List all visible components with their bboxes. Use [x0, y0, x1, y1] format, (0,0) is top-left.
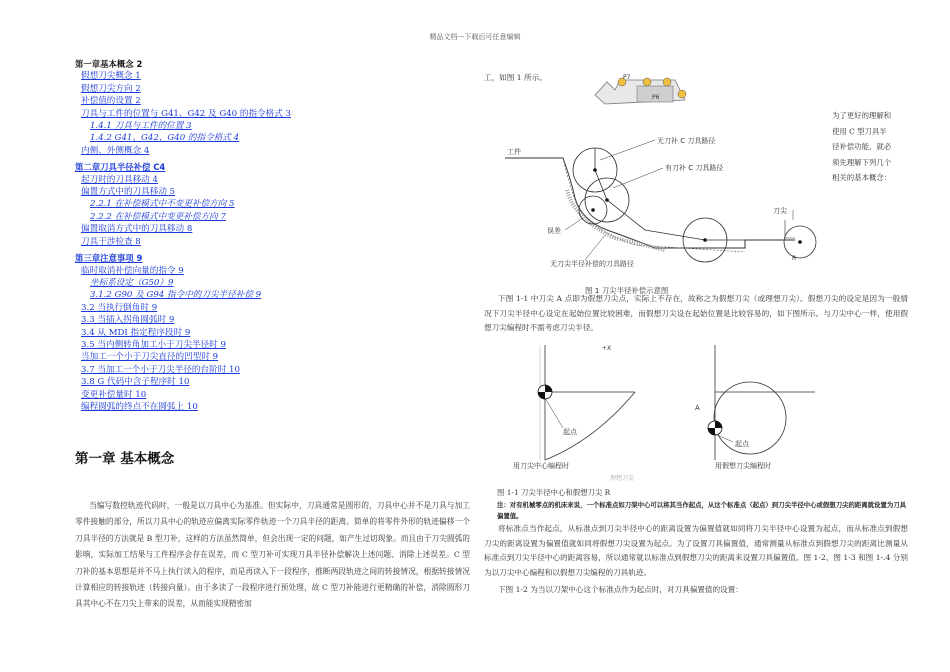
- figure-tool-radius-compensation: [495, 70, 830, 285]
- toc-entry[interactable]: 第一章基本概念 2: [75, 59, 143, 69]
- toc-entry[interactable]: 刀具与工件的位置与 G41、G42 及 G40 的指令格式 3: [81, 108, 292, 119]
- toc-entry[interactable]: 3.2 当执行倒角时 9: [81, 302, 158, 313]
- right-paragraph-2: 将标准点当作起点，从标准点到刀尖半径中心的距离设置为偏置值就如同将刀尖半径中心设置为起点，而从标准点到假想刀尖的距离设置为偏置值就如同将假想刀尖设置为起点。为了设置刀具偏置值，通常测量从标准点到假想刀尖的距离比测量从标准点到刀尖半径中心的距离容易，所以通常就以标准点到假想刀尖的距离来设置刀具偏置值。图 1-2、图 1-3 和图 1-.4 分别为以刀尖中心编程和以假想刀尖编程的刀具轨迹。: [484, 524, 908, 577]
- figure-1-caption: 图 1 刀尖半径补偿示意图: [585, 286, 669, 295]
- right-intro-text: 工，如图 1 所示。: [484, 73, 547, 82]
- toc-entry[interactable]: 偏置取消方式中的刀具移动 8: [81, 224, 193, 235]
- label-with-comp-path: 有刀补 C 刀具路径: [665, 164, 724, 172]
- toc-entry[interactable]: 内侧、外侧概念 4: [81, 145, 150, 156]
- toc-entry[interactable]: 假想刀尖方向 2: [81, 83, 141, 94]
- toc-entry[interactable]: 3.1.2 G90 及 G94 指令中的刀尖半径补偿 9: [90, 290, 262, 301]
- toc-entry[interactable]: 起刀时的刀具移动 4: [81, 174, 158, 185]
- label-tip-no-comp: 无刀尖半径补偿的刀具路径: [550, 260, 634, 268]
- figure-1-1-imaginary-tool-tip: [495, 340, 825, 485]
- caption-right: 用假想刀尖编程时: [715, 462, 771, 470]
- mark-x: +X: [602, 345, 612, 352]
- right-paragraph-3: 下图 1-2 为当以刀架中心这个标准点作为起点时，对刀具偏置值的设置：: [498, 585, 743, 594]
- caption-left: 用刀尖中心编程时: [513, 462, 569, 470]
- toc-entry[interactable]: 2.2.1 在补偿模式中不变更补偿方向 5: [90, 199, 235, 210]
- label-error: 误差: [547, 227, 561, 235]
- toc-entry[interactable]: 临时取消补偿向量的指令 9: [81, 265, 184, 276]
- table-of-contents: [75, 54, 415, 413]
- toc-entry[interactable]: 第三章注意事项 9: [75, 253, 143, 264]
- toc-entry[interactable]: 3.4 从 MDI 指定程序段时 9: [81, 327, 191, 338]
- toc-entry[interactable]: 3.5 当内侧转角加工小于刀尖半径时 9: [81, 339, 226, 350]
- faint-label: 理想刀尖: [610, 475, 635, 482]
- label-tool: 刀尖: [773, 207, 787, 215]
- toc-entry[interactable]: 坐标系设定（G50）9: [90, 277, 174, 288]
- label-workpiece: 工件: [507, 148, 521, 156]
- toc-entry[interactable]: 3.3 当插入拐角圆弧时 9: [81, 315, 175, 326]
- toc-entry[interactable]: 编程圆弧的终点不在圆弧上 10: [81, 401, 198, 412]
- body-paragraph-left: 当编写数控轨迹代码时，一般是以刀具中心为基准。但实际中，刀具通常是圆形的，刀具中心并不是刀具与加工零件接触的部分，所以刀具中心的轨迹应偏离实际零件轨迹一个刀具半径的距离。简单的将零件外形的轨迹偏移一个刀具半径的方法就是 B 型刀补，这样的方法虽然简单，但会出现一定的问题，如产生过切现象。而且由于刀尖圆弧的影响，实际加工结果与工件程序会存在误差，而 C 型刀补可实现刀具半径补偿解决上述问题、消除上述误差。C 型刀补的基本思想是并不马上执行读入的程序，而是再读入下一段程序，推断两段轨迹之间的转接情况，根据转接情况计算相应的转接轨迹（转接向量）。由于多读了一段程序进行预处理，故 C 型刀补能进行更精确的补偿，消除圆形刀具其中心不在刀尖上带来的误差，从而能实现精密加: [75, 501, 470, 609]
- toc-entry[interactable]: 3.8 G 代码中含子程序时 10: [81, 377, 190, 388]
- toc-entry[interactable]: 1.4.1 刀具与工件的位置 3: [90, 121, 192, 132]
- label-p7: P7: [623, 74, 631, 81]
- toc-entry[interactable]: 第二章刀具半径补偿 C4: [75, 162, 166, 173]
- toc-entry[interactable]: 1.4.2 G41、G42、G40 的指令格式 4: [90, 133, 240, 144]
- label-start-right: 起点: [735, 440, 749, 448]
- toc-entry[interactable]: 刀具干涉检查 8: [81, 236, 141, 247]
- toc-entry[interactable]: 假想刀尖概念 1: [81, 71, 141, 82]
- chapter-title: 第一章 基本概念: [75, 451, 175, 467]
- label-p6: P6: [652, 94, 660, 101]
- side-note: 为了更好的理解和使用 C 型刀具半径补偿功能，就必须先理解下列几个相关的基本概念：: [832, 111, 892, 183]
- right-paragraph-1: 下图 1-1 中刀尖 A 点即为假想刀尖点，实际上不存在，故称之为假想刀尖（或理想刀尖）。假想刀尖的设定是因为一般情况下刀尖半径中心设定在起始位置比较困难，而假想刀尖设在起始位置是比较容易的，如下图所示。与刀尖中心一样，使用假想刀尖编程时不需考虑刀尖半径。: [484, 294, 908, 333]
- label-start-left: 起点: [563, 428, 577, 436]
- figure-1-1-caption: 图 1-1 刀尖半径中心和假想刀尖 R: [497, 488, 611, 497]
- toc-entry[interactable]: 偏置方式中的刀具移动 5: [81, 187, 176, 198]
- label-r: R: [792, 255, 797, 262]
- label-a: A: [695, 404, 700, 412]
- toc-entry[interactable]: 当加工一个小于刀尖直径的凹型时 9: [81, 352, 219, 363]
- toc-entry[interactable]: 补偿值的设置 2: [81, 96, 141, 107]
- label-no-comp-path: 无刀补 C 刀具路径: [657, 137, 716, 145]
- toc-entry[interactable]: 3.7 当加工一个小于刀尖半径的台阶时 10: [81, 364, 240, 375]
- note-text: 注：对有机械零点的机床来说，一个标准点如刀架中心可以将其当作起点，从这个标准点（起点）到刀尖半径中心或假想刀尖的距离就设置为刀具偏置值。: [497, 501, 906, 520]
- toc-entry[interactable]: 2.2.2 在补偿模式中变更补偿方向 7: [90, 211, 226, 222]
- page-header: 精品文档---下载后可任意编辑: [429, 33, 521, 41]
- toc-entry[interactable]: 变更补偿量时 10: [81, 389, 147, 400]
